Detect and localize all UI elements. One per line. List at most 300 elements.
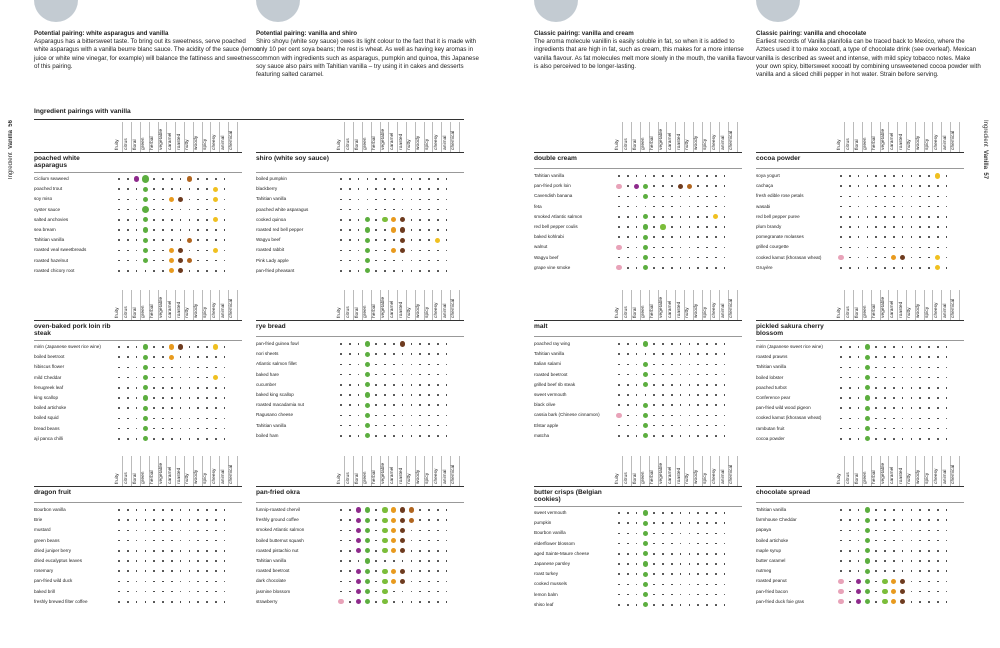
flavour-dot	[215, 550, 217, 552]
flavour-dot	[391, 227, 396, 232]
flavour-dot	[419, 343, 421, 345]
flavour-dot	[187, 238, 192, 243]
flavour-dot	[840, 560, 842, 562]
column-label: caramel	[389, 466, 395, 484]
flavour-dot	[340, 384, 342, 386]
flavour-dot	[153, 438, 155, 440]
flavour-dot	[162, 530, 164, 532]
flavour-dot	[689, 384, 691, 386]
column-label: chemical	[229, 130, 235, 150]
column-label: spicy	[925, 472, 930, 484]
column-label: green	[363, 471, 369, 484]
flavour-dot	[206, 387, 208, 389]
flavour-dot	[437, 384, 439, 386]
flavour-dot	[437, 250, 439, 252]
flavour-dot	[919, 397, 921, 399]
flavour-dot	[911, 601, 913, 603]
flavour-dot	[171, 550, 173, 552]
flavour-dot	[153, 229, 155, 231]
flavour-dot	[875, 387, 877, 389]
flavour-dot	[437, 601, 439, 603]
flavour-dot	[697, 226, 699, 228]
flavour-dot	[206, 397, 208, 399]
flavour-dot	[127, 346, 129, 348]
column-label: cheesy	[933, 302, 939, 318]
flavour-dot	[127, 270, 129, 272]
flavour-dot	[893, 356, 895, 358]
table-row-label: roasted rabbit	[256, 247, 285, 253]
column-label: floral	[854, 307, 860, 318]
table-row-label: Ciclium seaweed	[34, 176, 69, 181]
flavour-dot	[645, 394, 647, 396]
column-label: roasted	[676, 133, 682, 150]
flavour-dot	[715, 364, 717, 366]
flavour-dot	[627, 216, 629, 218]
flavour-dot	[127, 438, 129, 440]
table-header-rule	[34, 320, 242, 321]
table-row-label: cachaça	[756, 183, 774, 189]
flavour-dot	[662, 267, 664, 269]
flavour-dot	[393, 394, 395, 396]
flavour-dot	[911, 397, 913, 399]
table-header-rule	[256, 152, 464, 153]
table-row-label: farmhouse Cheddar	[756, 517, 797, 523]
flavour-dot	[884, 509, 886, 511]
flavour-dot	[349, 199, 351, 201]
flavour-dot	[643, 341, 648, 346]
flavour-dot	[145, 270, 147, 272]
table-row-label: pan-fried guinea fowl	[256, 341, 299, 346]
column-label: citrus	[623, 138, 629, 150]
flavour-dot	[865, 569, 870, 574]
flavour-dot	[340, 229, 342, 231]
flavour-dot	[349, 550, 351, 552]
flavour-dot	[840, 438, 842, 440]
flavour-dot	[627, 522, 629, 524]
table-row-label: pan-fried pork loin	[534, 183, 571, 189]
flavour-dot	[127, 219, 129, 221]
flavour-dot	[616, 184, 621, 189]
flavour-dot	[662, 563, 664, 565]
column-label: woody	[416, 303, 422, 318]
flavour-dot	[197, 387, 199, 389]
column-label: animal	[942, 303, 948, 318]
flavour-dot	[616, 413, 621, 418]
flavour-dot	[197, 229, 199, 231]
flavour-dot	[643, 561, 648, 566]
flavour-dot	[162, 550, 164, 552]
flavour-dot	[118, 356, 120, 358]
flavour-dot	[937, 407, 939, 409]
column-label: chemical	[729, 464, 735, 484]
column-label: chemical	[951, 298, 957, 318]
column-label: woody	[194, 469, 200, 484]
flavour-dot	[884, 550, 886, 552]
column-label: herbal	[872, 304, 878, 318]
flavour-dot	[437, 394, 439, 396]
flavour-dot	[349, 570, 351, 572]
flavour-dot	[365, 403, 370, 408]
column-label: nutty	[685, 307, 691, 318]
column-label: herbal	[650, 136, 656, 150]
table-row-label: Brie	[34, 517, 43, 523]
column-label: animal	[720, 469, 726, 484]
flavour-dot	[118, 229, 120, 231]
flavour-dot	[400, 341, 405, 346]
flavour-dot	[627, 394, 629, 396]
flavour-dot	[662, 584, 664, 586]
flavour-dot	[382, 217, 387, 222]
flavour-dot	[919, 438, 921, 440]
flavour-dot	[118, 250, 120, 252]
flavour-dot	[145, 550, 147, 552]
flavour-dot	[384, 270, 386, 272]
column-label: fruity	[615, 139, 620, 150]
flavour-dot	[189, 601, 191, 603]
column-divider	[459, 122, 460, 152]
table-row-label: cooked quinoa	[256, 216, 286, 222]
flavour-dot	[715, 247, 717, 249]
table-row-label: roasted red bell pepper	[256, 227, 304, 232]
table-row-label: pan-fried bacon	[756, 588, 788, 594]
flavour-dot	[618, 553, 620, 555]
flavour-dot	[215, 356, 217, 358]
flavour-dot	[127, 601, 129, 603]
column-label: fruity	[837, 307, 842, 318]
flavour-dot	[127, 550, 129, 552]
flavour-dot	[937, 581, 939, 583]
flavour-dot	[840, 407, 842, 409]
flavour-dot	[884, 530, 886, 532]
column-label: animal	[942, 135, 948, 150]
flavour-dot	[340, 550, 342, 552]
flavour-dot	[127, 519, 129, 521]
flavour-dot	[928, 397, 930, 399]
flavour-dot	[653, 563, 655, 565]
flavour-dot	[428, 509, 430, 511]
flavour-dot	[838, 599, 843, 604]
flavour-dot	[409, 507, 414, 512]
flavour-dot	[662, 185, 664, 187]
column-label: herbal	[872, 136, 878, 150]
pairing-note-left-1	[34, 30, 260, 71]
flavour-dot	[697, 267, 699, 269]
flavour-dot	[127, 397, 129, 399]
column-label: woody	[694, 135, 700, 150]
flavour-dot	[437, 364, 439, 366]
flavour-dot	[849, 367, 851, 369]
flavour-dot	[919, 226, 921, 228]
flavour-dot	[215, 178, 217, 180]
flavour-dot	[928, 438, 930, 440]
flavour-dot	[428, 239, 430, 241]
flavour-dot	[118, 270, 120, 272]
flavour-dot	[706, 267, 708, 269]
table-row-label: roasted beetroot	[534, 371, 568, 377]
column-label: roasted	[676, 301, 682, 318]
flavour-dot	[671, 364, 673, 366]
table-row-label: feta	[534, 203, 542, 209]
column-label: caramel	[889, 132, 895, 150]
flavour-dot	[419, 550, 421, 552]
page-tab-title: Vanilla	[8, 130, 14, 150]
flavour-dot	[715, 394, 717, 396]
flavour-dot	[627, 512, 629, 514]
flavour-dot	[715, 175, 717, 177]
table-row-label: aged Sainte-Maure cheese	[534, 550, 590, 556]
flavour-dot	[349, 229, 351, 231]
flavour-dot	[419, 384, 421, 386]
flavour-dot	[893, 418, 895, 420]
table-row-label: nutmeg	[756, 568, 772, 574]
flavour-dot	[627, 196, 629, 198]
table-row-label: Bourbon vanilla	[534, 530, 566, 536]
table-row-label: dried eucalyptus leaves	[34, 558, 83, 563]
flavour-dot	[715, 196, 717, 198]
flavour-dot	[153, 387, 155, 389]
flavour-dot	[437, 435, 439, 437]
flavour-dot	[349, 178, 351, 180]
flavour-dot	[706, 584, 708, 586]
flavour-dot	[875, 175, 877, 177]
column-label: fruity	[337, 473, 342, 484]
table-row-label: roasted chicory root	[34, 267, 75, 273]
flavour-dot	[206, 519, 208, 521]
column-label: fruity	[837, 473, 842, 484]
flavour-dot	[437, 550, 439, 552]
flavour-dot	[127, 509, 129, 511]
column-label: floral	[354, 307, 360, 318]
table-row-label: poached ray wing	[534, 341, 571, 346]
flavour-dot	[437, 519, 439, 521]
flavour-dot	[437, 581, 439, 583]
flavour-dot	[919, 560, 921, 562]
flavour-dot	[643, 413, 648, 418]
flavour-dot	[928, 550, 930, 552]
table-row-label: cooked mussels	[534, 581, 567, 587]
flavour-dot	[428, 601, 430, 603]
flavour-dot	[145, 509, 147, 511]
flavour-dot	[875, 267, 877, 269]
flavour-dot	[875, 226, 877, 228]
column-label: vegetable	[659, 296, 664, 318]
flavour-dot	[928, 601, 930, 603]
flavour-dot	[689, 175, 691, 177]
table-row-label: boiled artichoke	[756, 537, 789, 543]
flavour-dot	[840, 356, 842, 358]
flavour-dot	[884, 247, 886, 249]
flavour-dot	[840, 519, 842, 521]
column-label: cheesy	[711, 302, 717, 318]
flavour-dot	[428, 550, 430, 552]
pairing-title: Potential pairing: white asparagus and vanilla	[34, 30, 169, 37]
flavour-dot	[618, 563, 620, 565]
table-row-label: soy miso	[34, 196, 53, 202]
flavour-dot	[437, 404, 439, 406]
flavour-dot	[393, 199, 395, 201]
page-tab-label: Ingredient	[982, 120, 988, 147]
flavour-dot	[215, 418, 217, 420]
flavour-dot	[706, 573, 708, 575]
flavour-dot	[118, 367, 120, 369]
flavour-dot	[428, 270, 430, 272]
column-label: citrus	[123, 472, 129, 484]
flavour-dot	[127, 367, 129, 369]
table-row-label: maple syrup	[756, 547, 782, 553]
column-label: floral	[854, 139, 860, 150]
column-label: citrus	[845, 306, 851, 318]
flavour-dot	[706, 226, 708, 228]
flavour-dot	[928, 247, 930, 249]
flavour-dot	[153, 219, 155, 221]
column-label: roasted	[176, 467, 182, 484]
flavour-dot	[875, 560, 877, 562]
flavour-dot	[382, 528, 387, 533]
column-label: citrus	[845, 472, 851, 484]
flavour-dot	[206, 407, 208, 409]
table-title-rule	[756, 168, 964, 169]
flavour-dot	[618, 394, 620, 396]
flavour-dot	[715, 563, 717, 565]
flavour-dot	[715, 267, 717, 269]
flavour-dot	[384, 178, 386, 180]
column-label: nutty	[685, 139, 691, 150]
flavour-dot	[937, 226, 939, 228]
flavour-dot	[428, 530, 430, 532]
table-header-rule	[534, 320, 742, 321]
flavour-dot	[865, 355, 870, 360]
flavour-dot	[706, 364, 708, 366]
flavour-dot	[715, 236, 717, 238]
flavour-dot	[662, 512, 664, 514]
flavour-dot	[928, 185, 930, 187]
flavour-dot	[215, 239, 217, 241]
flavour-dot	[428, 229, 430, 231]
flavour-dot	[928, 226, 930, 228]
column-label: fruity	[615, 473, 620, 484]
table-row-label: Wagyu beef	[534, 254, 559, 260]
column-divider	[959, 456, 960, 486]
flavour-dot	[697, 604, 699, 606]
table-header-rule	[34, 486, 242, 487]
flavour-dot	[384, 199, 386, 201]
flavour-dot	[197, 560, 199, 562]
flavour-dot	[169, 344, 174, 349]
flavour-dot	[206, 570, 208, 572]
page-number: 57	[982, 172, 988, 180]
table-row-label: Tahitian vanilla	[256, 422, 287, 428]
flavour-dot	[375, 394, 377, 396]
flavour-dot	[215, 367, 217, 369]
flavour-dot	[393, 270, 395, 272]
flavour-dot	[171, 509, 173, 511]
flavour-dot	[706, 343, 708, 345]
flavour-dot	[215, 509, 217, 511]
table-row-label: ají panca chilli	[34, 435, 63, 441]
flavour-dot	[715, 573, 717, 575]
flavour-dot	[643, 521, 648, 526]
flavour-dot	[162, 219, 164, 221]
flavour-dot	[919, 601, 921, 603]
column-label: spicy	[425, 472, 430, 484]
column-label: green	[141, 305, 147, 318]
table-row-label: baked kohlrabi	[534, 234, 564, 240]
table-row-label: Italian salami	[534, 361, 561, 367]
flavour-dot	[643, 245, 648, 250]
flavour-dot	[162, 346, 164, 348]
flavour-dot	[162, 570, 164, 572]
column-label: chemical	[451, 130, 457, 150]
table-row-label: boiled squid	[34, 415, 59, 421]
flavour-dot	[197, 397, 199, 399]
flavour-dot	[171, 560, 173, 562]
flavour-dot	[671, 404, 673, 406]
flavour-dot	[213, 344, 218, 349]
column-label: spicy	[703, 472, 708, 484]
flavour-dot	[884, 346, 886, 348]
flavour-dot	[206, 438, 208, 440]
column-divider	[737, 456, 738, 486]
flavour-dot	[884, 570, 886, 572]
column-label: nutty	[185, 139, 191, 150]
flavour-dot	[340, 364, 342, 366]
column-label: vegetable	[159, 128, 164, 150]
flavour-dot	[384, 435, 386, 437]
column-label: fruity	[615, 307, 620, 318]
flavour-dot	[118, 407, 120, 409]
table-title-rule	[256, 336, 464, 337]
flavour-dot	[662, 435, 664, 437]
flavour-dot	[367, 178, 369, 180]
flavour-dot	[875, 601, 877, 603]
flavour-dot	[197, 178, 199, 180]
flavour-dot	[382, 538, 387, 543]
table-row-label: Tahitian vanilla	[256, 558, 287, 563]
flavour-dot	[849, 247, 851, 249]
column-label: woody	[194, 303, 200, 318]
table-row-label: wasabi	[756, 203, 771, 209]
column-label: animal	[442, 135, 448, 150]
column-label: floral	[132, 307, 138, 318]
flavour-dot	[706, 533, 708, 535]
flavour-dot	[127, 407, 129, 409]
column-label: cheesy	[211, 468, 217, 484]
flavour-dot	[162, 509, 164, 511]
flavour-dot	[206, 270, 208, 272]
column-divider	[237, 290, 238, 320]
flavour-dot	[400, 569, 405, 574]
flavour-dot	[393, 178, 395, 180]
flavour-dot	[365, 507, 370, 512]
flavour-dot	[875, 438, 877, 440]
table-row-label: black olive	[534, 402, 556, 408]
flavour-dot	[375, 384, 377, 386]
flavour-dot	[197, 509, 199, 511]
flavour-dot	[153, 601, 155, 603]
table-row-label: elderflower blossom	[534, 540, 575, 546]
flavour-dot	[627, 226, 629, 228]
table-row-label: boiled lobster	[756, 374, 784, 380]
flavour-dot	[875, 216, 877, 218]
flavour-dot	[171, 229, 173, 231]
flavour-dot	[618, 573, 620, 575]
column-label: caramel	[389, 300, 395, 318]
table-row-label: bread beans	[34, 425, 60, 431]
flavour-dot	[382, 589, 387, 594]
flavour-dot	[643, 403, 648, 408]
table-row-label: Elstar apple	[534, 422, 559, 428]
column-label: woody	[194, 135, 200, 150]
